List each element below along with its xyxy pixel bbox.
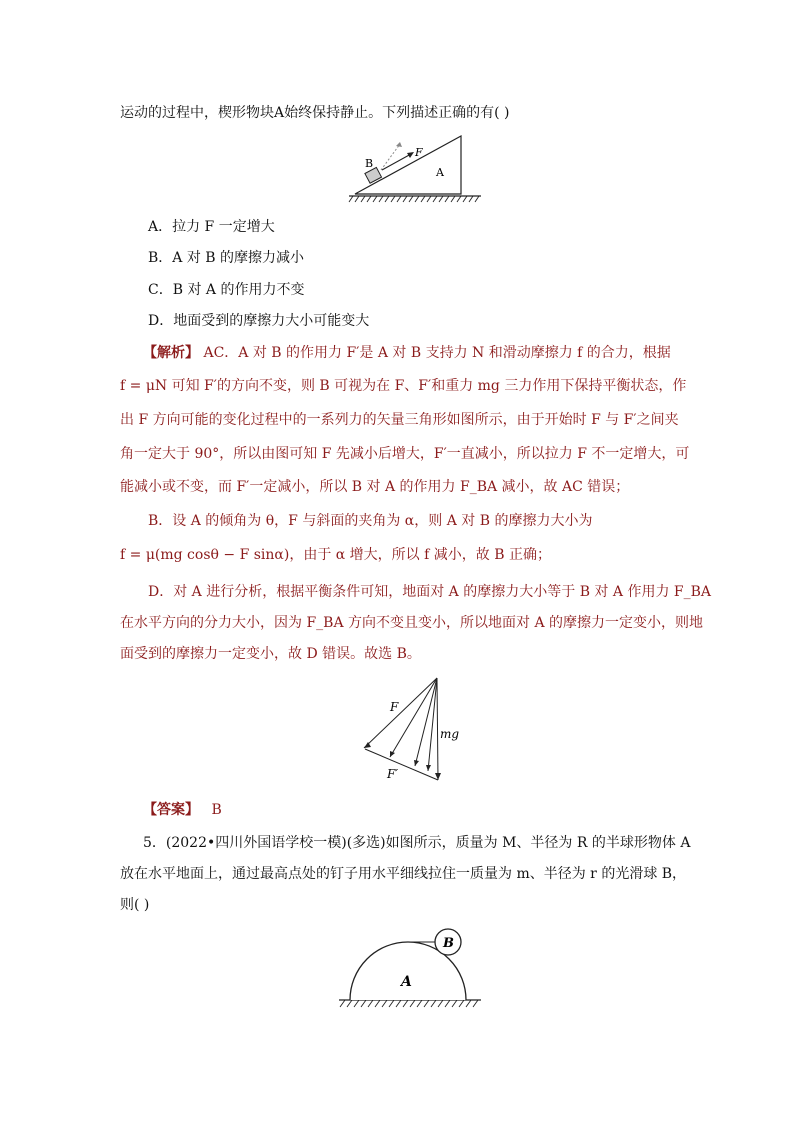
intro-line: 运动的过程中，楔形物块A始终保持静止。下列描述正确的有( ) — [120, 105, 510, 121]
analysis-line-6: B．设 A 的倾角为 θ，F 与斜面的夹角为 α，则 A 对 B 的摩擦力大小为 — [148, 513, 593, 529]
vector-f-1 — [364, 678, 437, 748]
analysis-line-2: f = μN 可知 F′的方向不变，则 B 可视为在 F、F′和重力 mg 三力作用下保持平衡状态，作 — [120, 378, 687, 394]
analysis-tag: 【解析】 — [143, 345, 199, 361]
question-5-line-1: 5．(2022•四川外国语学校一模)(多选)如图所示，质量为 M、半径为 R 的半球形物体 A — [143, 835, 691, 851]
force-f-arrow-head — [407, 152, 414, 158]
analysis-line-4: 角一定大于 90°，所以由图可知 F 先减小后增大，F′一直减小，所以拉力 F 不一定增大，可 — [120, 446, 690, 462]
label-a: A — [436, 166, 444, 179]
label-b: B — [443, 936, 454, 951]
answer-tag: 【答案】 — [143, 802, 199, 818]
analysis-line-5: 能减小或不变，而 F′一定减小，所以 B 对 A 的作用力 F_BA 减小，故 AC 错误； — [120, 479, 630, 495]
wedge-figure — [345, 132, 485, 204]
analysis-line-8: D．对 A 进行分析，根据平衡条件可知，地面对 A 的摩擦力大小等于 B 对 A 作用力 F_BA — [148, 584, 712, 600]
analysis-line-7: f = μ(mg cosθ − F sinα)，由于 α 增大，所以 f 减小，故 B 正确； — [120, 547, 551, 563]
analysis-line-1 — [143, 343, 671, 363]
label-b: B — [365, 157, 374, 170]
option-d: D．地面受到的摩擦力大小可能变大 — [148, 313, 370, 329]
vector-triangle-figure — [360, 674, 480, 786]
vector-f-5 — [437, 678, 438, 780]
answer-line — [143, 800, 222, 820]
vector-f-3 — [415, 678, 437, 766]
analysis-line-3: 出 F 方向可能的变化过程中的一系列力的矢量三角形如图所示，由于开始时 F 与 F′之间夹 — [120, 412, 679, 428]
answer-value: B — [211, 802, 222, 818]
dashed-arrow-head — [396, 142, 402, 147]
analysis-text-1: AC．A 对 B 的作用力 F′是 A 对 B 支持力 N 和滑动摩擦力 f 的合力，根据 — [203, 345, 671, 361]
vector-f-2 — [390, 678, 437, 757]
option-a: A．拉力 F 一定增大 — [148, 219, 275, 235]
label-f-prime: F′ — [387, 767, 399, 781]
ground-hatch — [340, 1000, 478, 1007]
label-f: F — [415, 146, 423, 159]
question-5-line-3: 则( ) — [120, 897, 150, 913]
label-f: F — [390, 700, 399, 714]
option-b: B．A 对 B 的摩擦力减小 — [148, 250, 305, 266]
dashed-arrow — [381, 144, 400, 170]
vector-f-prime — [365, 749, 438, 780]
ground-hatch — [349, 196, 479, 202]
label-mg: mg — [440, 727, 460, 741]
vector-f-4 — [428, 678, 437, 771]
analysis-line-10: 面受到的摩擦力一定变小，故 D 错误。故选 B。 — [120, 646, 421, 662]
analysis-line-9: 在水平方向的分力大小，因为 F_BA 方向不变且变小，所以地面对 A 的摩擦力一定变小，则地 — [120, 615, 704, 631]
hemisphere-figure — [335, 924, 485, 1014]
label-a: A — [401, 974, 412, 990]
question-5-line-2: 放在水平地面上，通过最高点处的钉子用水平细线拉住一质量为 m、半径为 r 的光滑球 B， — [120, 866, 687, 882]
option-c: C．B 对 A 的作用力不变 — [148, 282, 305, 298]
